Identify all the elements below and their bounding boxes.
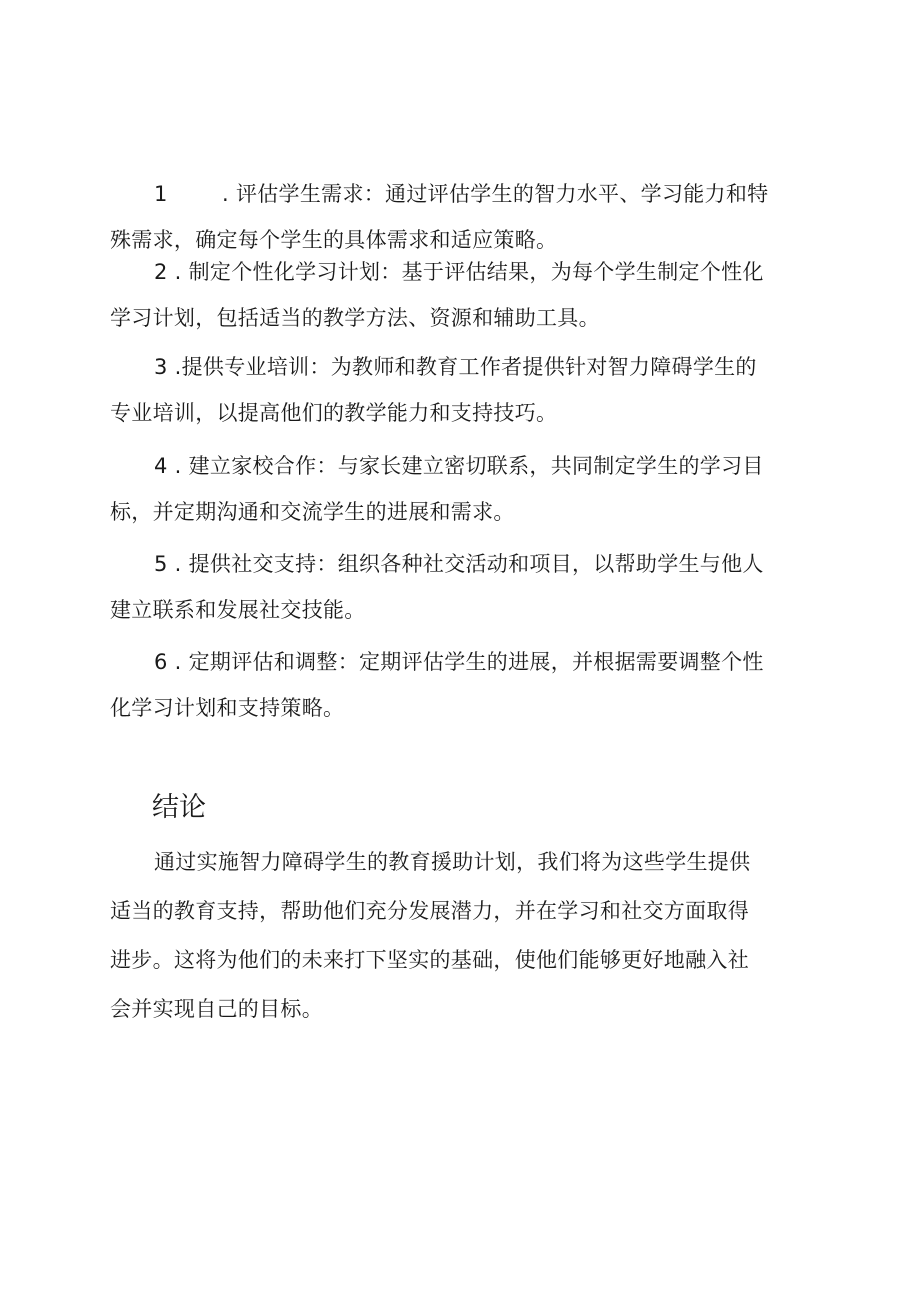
list-item-line (110, 639, 810, 685)
list-item-5 (110, 541, 810, 633)
list-item-line: 标，并定期沟通和交流学生的进展和需求。 (110, 500, 515, 524)
conclusion-heading: 结论 (152, 792, 206, 823)
list-item-number: 1 (154, 182, 168, 206)
list-item-number: 6 (154, 650, 168, 674)
list-item-text: . 建立家校合作：与家长建立密切联系，共同制定学生的学习目 (167, 454, 764, 478)
list-item-line (110, 541, 810, 587)
list-item-text: . 制定个性化学习计划：基于评估结果，为每个学生制定个性化 (167, 260, 764, 284)
list-item-number: 2 (154, 260, 168, 284)
list-item-text: . 评估学生需求：通过评估学生的智力水平、学习能力和特 (222, 182, 769, 206)
list-item-text: . 定期评估和调整：定期评估学生的进展，并根据需要调整个性 (167, 650, 764, 674)
list-item-6 (110, 639, 810, 731)
list-item-line: 建立联系和发展社交技能。 (110, 598, 366, 622)
list-item-line: 专业培训，以提高他们的教学能力和支持技巧。 (110, 401, 558, 425)
list-item-number: 4 (154, 454, 168, 478)
conclusion-line: 进步。这将为他们的未来打下坚实的基础，使他们能够更好地融入社 (110, 948, 749, 972)
list-item-line: 学习计划，包括适当的教学方法、资源和辅助工具。 (110, 306, 600, 330)
conclusion-line: 会并实现自己的目标。 (110, 997, 323, 1021)
list-item-line: 化学习计划和支持策略。 (110, 696, 345, 720)
conclusion-line: 通过实施智力障碍学生的教育援助计划，我们将为这些学生提供 (154, 850, 751, 874)
list-item-3 (110, 344, 810, 436)
conclusion-line: 适当的教育支持，帮助他们充分发展潜力，并在学习和社交方面取得 (110, 899, 749, 923)
list-item-line (110, 249, 810, 295)
list-item-text: .提供专业培训：为教师和教育工作者提供针对智力障碍学生的 (167, 355, 757, 379)
list-item-line (110, 171, 810, 217)
list-item-4 (110, 443, 810, 535)
conclusion-paragraph (110, 838, 810, 1034)
list-item-number: 5 (154, 552, 168, 576)
list-item-line: 殊需求，确定每个学生的具体需求和适应策略。 (110, 228, 558, 252)
list-item-2 (110, 249, 810, 341)
list-item-line (110, 344, 810, 390)
list-item-line (110, 443, 810, 489)
list-item-number: 3 (154, 355, 168, 379)
list-item-text: . 提供社交支持：组织各种社交活动和项目，以帮助学生与他人 (167, 552, 764, 576)
